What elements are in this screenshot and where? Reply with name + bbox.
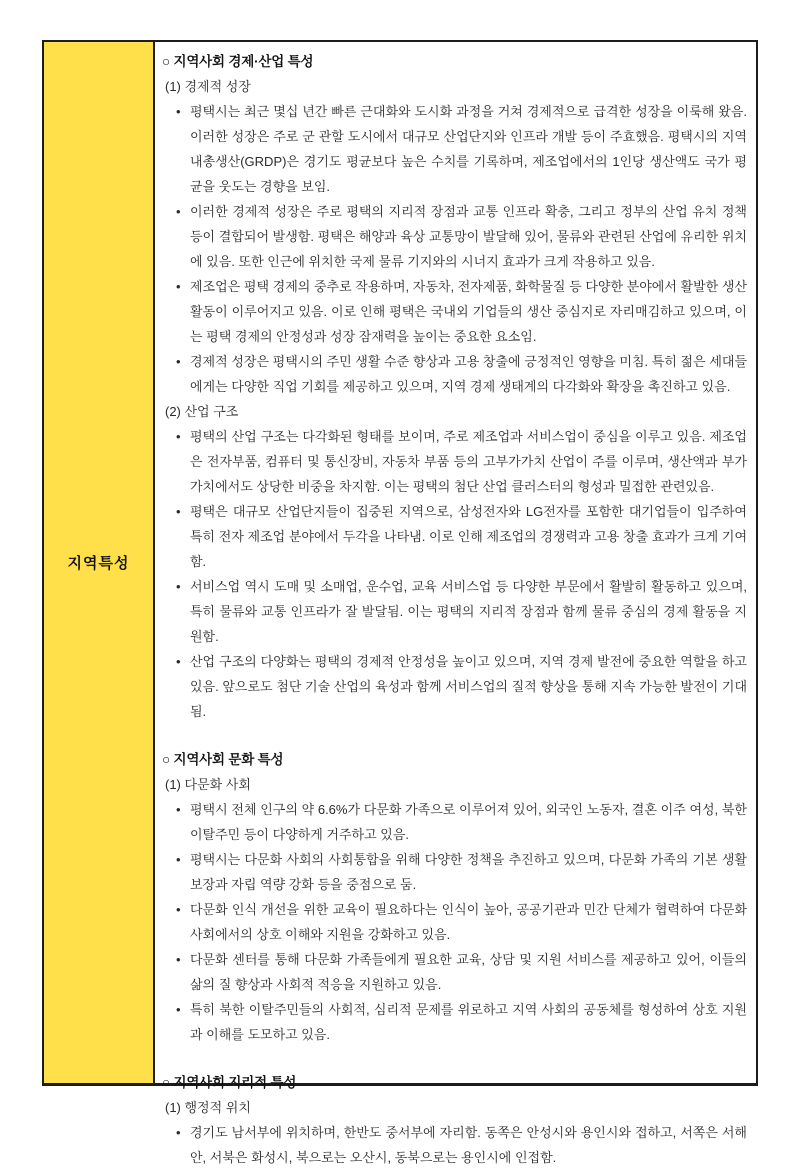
bullet-icon: • bbox=[176, 902, 181, 917]
bullet-icon: • bbox=[176, 579, 181, 594]
bullet-icon: • bbox=[176, 852, 181, 867]
bullet-text: 서비스업 역시 도매 및 소매업, 운수업, 교육 서비스업 등 다양한 부문에서 활발히 활동하고 있으며, 특히 물류와 교통 인프라가 잘 발달됨. 이는 평택의 지리적 장점과 함께 물류 중심의 경제 활동을 지원함. bbox=[190, 579, 747, 644]
bullet-paragraph bbox=[175, 649, 747, 724]
bullet-icon: • bbox=[176, 104, 181, 119]
section-title: ○ 지역사회 지리적 특성 bbox=[162, 1075, 297, 1090]
bullet-text: 평택의 산업 구조는 다각화된 형태를 보이며, 주로 제조업과 서비스업이 중심을 이루고 있음. 제조업은 전자부품, 컴퓨터 및 통신장비, 자동차 부품 등의 고부가가치 산업이 주를 이루며, 생산액과 부가가치에서도 상당한 비중을 차지함. 이는 평택의 첨단 산업 클러스터의 형성과 밀접한 관련있음. bbox=[190, 429, 747, 494]
section bbox=[162, 1070, 747, 1170]
section-title: ○ 지역사회 경제·산업 특성 bbox=[162, 54, 314, 69]
bullet-text: 산업 구조의 다양화는 평택의 경제적 안정성을 높이고 있으며, 지역 경제 발전에 중요한 역할을 하고 있음. 앞으로도 첨단 기술 산업의 육성과 함께 서비스업의 질적 향상을 통해 지속 가능한 발전이 기대됨. bbox=[190, 654, 747, 719]
bullet-icon: • bbox=[176, 279, 181, 294]
subsection-heading: (1) 경제적 성장 bbox=[165, 79, 251, 94]
subsection-heading: (2) 산업 구조 bbox=[165, 404, 239, 419]
bullet-paragraph bbox=[175, 274, 747, 349]
bullet-paragraph bbox=[175, 947, 747, 997]
bullet-icon: • bbox=[176, 429, 181, 444]
bullet-paragraph bbox=[175, 424, 747, 499]
bullet-text: 평택시 전체 인구의 약 6.6%가 다문화 가족으로 이루어져 있어, 외국인 노동자, 결혼 이주 여성, 북한 이탈주민 등이 다양하게 거주하고 있음. bbox=[190, 802, 747, 842]
bullet-text: 다문화 인식 개선을 위한 교육이 필요하다는 인식이 높아, 공공기관과 민간 단체가 협력하여 다문화 사회에서의 상호 이해와 지원을 강화하고 있음. bbox=[190, 902, 747, 942]
bullet-text: 평택시는 최근 몇십 년간 빠른 근대화와 도시화 과정을 거쳐 경제적으로 급격한 성장을 이룩해 왔음. 이러한 성장은 주로 군 관할 도시에서 대규모 산업단지와 인프라 개발 등이 주효했음. 평택시의 지역 내총생산(GRDP)은 경기도 평균보다 높은 수치를 기록하며, 제조업에서의 1인당 생산액도 국가 평균을 웃도는 경향을 보임. bbox=[190, 104, 747, 194]
section bbox=[162, 747, 747, 1047]
subsection-heading: (1) 행정적 위치 bbox=[165, 1100, 251, 1115]
bullet-paragraph bbox=[175, 574, 747, 649]
bullet-text: 제조업은 평택 경제의 중추로 작용하며, 자동차, 전자제품, 화학물질 등 다양한 분야에서 활발한 생산 활동이 이루어지고 있음. 이로 인해 평택은 국내외 기업들의 생산 중심지로 자리매김하고 있으며, 이는 평택 경제의 안정성과 성장 잠재력을 높이는 중요한 요소임. bbox=[190, 279, 747, 344]
section-title: ○ 지역사회 문화 특성 bbox=[162, 752, 284, 767]
bullet-icon: • bbox=[176, 204, 181, 219]
bullet-paragraph bbox=[175, 997, 747, 1047]
bullet-icon: • bbox=[176, 654, 181, 669]
bullet-paragraph bbox=[175, 897, 747, 947]
row-header-label: 지역특성 bbox=[67, 555, 130, 572]
bullet-icon: • bbox=[176, 504, 181, 519]
bullet-icon: • bbox=[176, 952, 181, 967]
section bbox=[162, 49, 747, 724]
bullet-text: 평택은 대규모 산업단지들이 집중된 지역으로, 삼성전자와 LG전자를 포함한 대기업들이 입주하여 특히 전자 제조업 분야에서 두각을 나타냄. 이로 인해 제조업의 경쟁력과 고용 창출 효과가 크게 기여함. bbox=[190, 504, 747, 569]
bullet-text: 경제적 성장은 평택시의 주민 생활 수준 향상과 고용 창출에 긍정적인 영향을 미침. 특히 젊은 세대들에게는 다양한 직업 기회를 제공하고 있으며, 지역 경제 생태계의 다각화와 확장을 촉진하고 있음. bbox=[190, 354, 747, 394]
content-cell bbox=[155, 42, 756, 1165]
bullet-text: 이러한 경제적 성장은 주로 평택의 지리적 장점과 교통 인프라 확충, 그리고 정부의 산업 유치 정책 등이 결합되어 발생함. 평택은 해양과 육상 교통망이 발달해 있어, 물류와 관련된 산업에 유리한 위치에 있음. 또한 인근에 위치한 국제 물류 기지와의 시너지 효과가 크게 작용하고 있음. bbox=[190, 204, 747, 269]
bullet-text: 평택시는 다문화 사회의 사회통합을 위해 다양한 정책을 추진하고 있으며, 다문화 가족의 기본 생활 보장과 자립 역량 강화 등을 중점으로 둠. bbox=[190, 852, 747, 892]
bullet-paragraph bbox=[175, 1120, 747, 1170]
bullet-text: 다문화 센터를 통해 다문화 가족들에게 필요한 교육, 상담 및 지원 서비스를 제공하고 있어, 이들의 삶의 질 향상과 사회적 적응을 지원하고 있음. bbox=[190, 952, 747, 992]
bullet-paragraph bbox=[175, 847, 747, 897]
bullet-paragraph bbox=[175, 199, 747, 274]
bullet-text: 특히 북한 이탈주민들의 사회적, 심리적 문제를 위로하고 지역 사회의 공동체를 형성하여 상호 지원과 이해를 도모하고 있음. bbox=[190, 1002, 747, 1042]
bullet-paragraph bbox=[175, 99, 747, 199]
bullet-text: 경기도 남서부에 위치하며, 한반도 중서부에 자리함. 동쪽은 안성시와 용인시와 접하고, 서쪽은 서해안, 서북은 화성시, 북으로는 오산시, 동북으로는 용인시에 인접함. bbox=[190, 1125, 747, 1165]
region-characteristics-table bbox=[42, 40, 758, 1165]
bullet-paragraph bbox=[175, 499, 747, 574]
bullet-icon: • bbox=[176, 802, 181, 817]
bullet-icon: • bbox=[176, 354, 181, 369]
bullet-icon: • bbox=[176, 1002, 181, 1017]
bullet-paragraph bbox=[175, 349, 747, 399]
row-header-cell bbox=[44, 42, 155, 1083]
subsection-heading: (1) 다문화 사회 bbox=[165, 777, 251, 792]
bullet-icon: • bbox=[176, 1125, 181, 1140]
bullet-paragraph bbox=[175, 797, 747, 847]
